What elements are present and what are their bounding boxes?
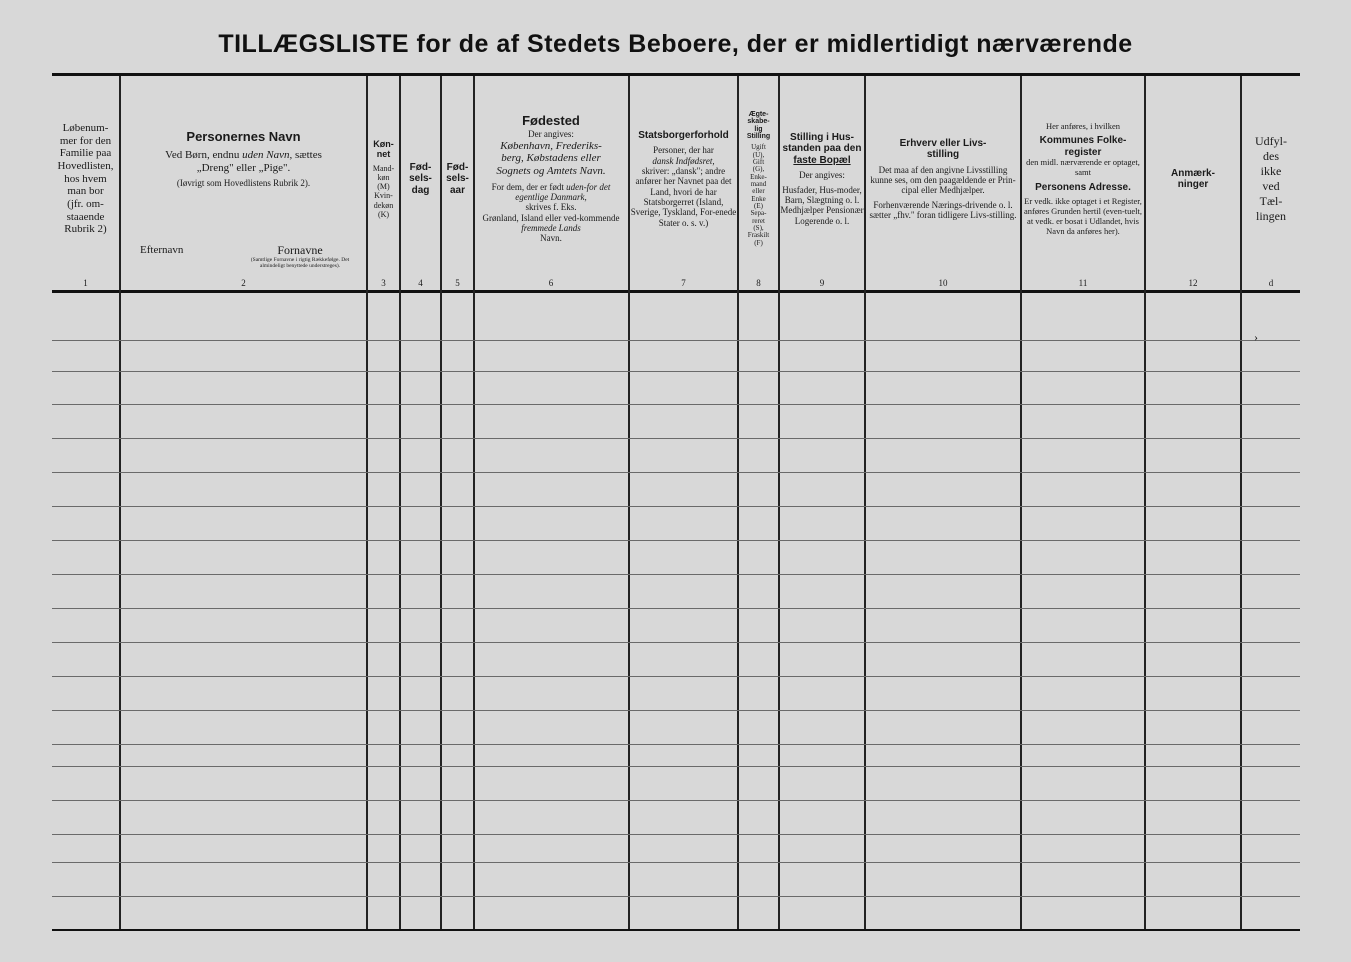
header-text: hos hvem	[64, 172, 107, 185]
header-text: Personer, der har	[653, 145, 714, 156]
header-sub: Der angives:	[528, 129, 574, 140]
header-text: eller	[752, 187, 765, 196]
column-divider	[473, 76, 475, 929]
header-col-1	[52, 80, 119, 278]
header-text-part: uden-for det egentlige Danmark,	[515, 181, 611, 202]
row-line	[52, 710, 1300, 711]
header-text: (U),	[752, 150, 765, 159]
header-heading: Personens Adresse.	[1035, 181, 1131, 193]
stray-pen-mark: ›	[1254, 330, 1258, 344]
header-text: Sepa-	[750, 209, 767, 218]
column-number: 4	[418, 278, 423, 288]
column-number: 10	[938, 278, 948, 288]
header-text: køn	[377, 172, 390, 182]
firstnames-note: (Samtlige Fornavne i rigtig Rækkefølge. Det almindeligt benyttede understreges).	[250, 257, 350, 269]
header-text: (K)	[377, 209, 390, 219]
row-line	[52, 642, 1300, 643]
header-text: lingen	[1256, 209, 1286, 223]
row-line	[52, 744, 1300, 745]
header-text	[165, 149, 322, 162]
header-text: (E)	[754, 202, 763, 211]
header-text-part: fremmede Lands	[521, 222, 581, 233]
header-text: Husfader, Hus-moder, Barn, Slægtning o. l. Medhjælper Pensionær Logerende o. l.	[780, 184, 864, 226]
header-heading: faste Bopæl	[793, 154, 851, 166]
header-text: Rubrik 2)	[64, 223, 107, 236]
column-number: 1	[83, 278, 88, 288]
header-text: Enke	[751, 194, 766, 203]
header-col-5	[442, 80, 473, 278]
header-text: (M)	[377, 182, 390, 192]
header-text: mand	[750, 180, 767, 188]
header-top-rule	[52, 73, 1300, 76]
header-col-12	[1146, 80, 1240, 278]
header-text: Enke-	[750, 172, 767, 181]
header-text: (G),	[752, 165, 765, 174]
header-text: ved	[1262, 179, 1280, 193]
header-heading: Fødested	[522, 113, 580, 129]
header-text: Udfyl-	[1255, 134, 1287, 148]
column-number: 2	[241, 278, 246, 288]
header-text: Mand-	[372, 163, 395, 173]
header-text: København, Frederiks-	[500, 139, 602, 152]
header-text: Fraskilt	[747, 231, 770, 240]
column-number: 7	[681, 278, 686, 288]
header-text	[476, 213, 626, 234]
header-text: des	[1263, 149, 1279, 163]
row-line	[52, 574, 1300, 575]
header-text: „Dreng" eller „Pige".	[196, 161, 291, 174]
column-number: 6	[548, 278, 554, 288]
header-col-10	[868, 80, 1018, 278]
header-text: Hovedlisten,	[57, 160, 114, 173]
header-text-part: Grønland, Island eller ved-kommende	[482, 212, 620, 223]
surname-subheading: Efternavn	[140, 244, 184, 256]
header-text: Løbenum-	[62, 122, 109, 135]
header-col-4	[401, 80, 440, 278]
column-number: 5	[455, 278, 460, 288]
header-heading: Ægte-skabe-lig Stilling	[746, 110, 771, 140]
header-text: Ugift	[751, 143, 766, 152]
row-line	[52, 862, 1300, 863]
header-text	[476, 182, 626, 203]
header-text: dekøn	[373, 200, 394, 210]
row-line	[52, 608, 1300, 609]
header-text: berg, Købstadens eller	[501, 152, 601, 165]
header-col-3	[368, 80, 399, 278]
header-text: mer for den	[59, 134, 112, 147]
header-text: ikke	[1260, 164, 1282, 178]
row-line	[52, 766, 1300, 767]
column-number: 3	[381, 278, 386, 288]
header-text: skriver: „dansk"; andre anfører her Navnet paa det Land, hvori de har Statsborgerret (Island, Sverige, Tyskland, For-enede Stater o. s. v.)	[630, 166, 737, 228]
header-text: Er vedk. ikke optaget i et Register, anføres Grunden hertil (even-tuelt, at vedk. er bosat i Udlandet, hvis Navn da anføres her).	[1024, 196, 1142, 236]
header-sub: Der angives:	[799, 170, 845, 181]
row-line	[52, 404, 1300, 405]
header-bottom-rule	[52, 290, 1300, 293]
row-line	[52, 834, 1300, 835]
header-text: Kvin-	[374, 191, 393, 201]
header-text: Sognets og Amtets Navn.	[496, 164, 606, 177]
header-text: Forhenværende Nærings-drivende o. l. sætter „fhv." foran tidligere Livs-stilling.	[869, 199, 1017, 221]
column-divider	[1020, 76, 1022, 929]
row-line	[52, 472, 1300, 473]
header-text: Gift	[752, 157, 765, 166]
header-note: (Iøvrigt som Hovedlistens Rubrik 2).	[176, 178, 311, 189]
header-heading: Anmærk-ninger	[1171, 167, 1215, 190]
header-text: dansk Indfødsret,	[652, 155, 715, 166]
header-text: reret	[752, 216, 765, 225]
row-line	[52, 800, 1300, 801]
header-col-8	[739, 80, 778, 278]
firstnames-label: Fornavne	[277, 243, 323, 257]
header-col-d	[1242, 80, 1300, 278]
header-heading: Fød-sels-aar	[446, 161, 469, 196]
column-number: 8	[756, 278, 761, 288]
header-heading: Køn-net	[373, 139, 394, 160]
column-number: 9	[819, 278, 825, 288]
row-line	[52, 896, 1300, 897]
header-text: man bor	[67, 185, 104, 198]
header-heading: Fød-sels-dag	[409, 161, 432, 196]
header-text-part: Ved Børn, endnu	[165, 148, 240, 161]
header-text: staaende	[66, 210, 105, 223]
header-heading: Kommunes Folke-register	[1039, 135, 1127, 158]
header-heading: Statsborgerforhold	[638, 129, 729, 141]
header-text: Det maa af den angivne Livsstilling kunne ses, om den paagældende er Prin-cipal eller Medhjælper.	[870, 164, 1016, 196]
header-text-part: For dem, der er født	[491, 181, 564, 192]
firstnames-subheading	[250, 243, 350, 270]
table-bottom-rule	[52, 929, 1300, 931]
header-heading: Personernes Navn	[186, 129, 301, 144]
header-text: skrives f. Eks.	[525, 202, 577, 213]
column-number: 11	[1078, 278, 1088, 288]
header-text: (S),	[753, 224, 764, 233]
header-heading: Stilling i Hus-standen paa den	[782, 131, 862, 155]
header-text: (F)	[754, 238, 763, 247]
header-col-7	[630, 80, 737, 278]
header-col-9	[780, 80, 864, 278]
header-text: Tæl-	[1259, 194, 1283, 208]
column-number: d	[1268, 278, 1274, 288]
header-heading: Erhverv eller Livs-stilling	[899, 137, 987, 161]
row-line	[52, 506, 1300, 507]
form-title: TILLÆGSLISTE for de af Stedets Beboere, der er midlertidigt nærværende	[218, 30, 1133, 58]
header-text: Familie paa	[59, 147, 112, 160]
row-line	[52, 371, 1300, 372]
header-text: Navn.	[540, 233, 562, 244]
header-text: den midl. nærværende er optaget, samt	[1026, 157, 1140, 178]
header-text-part: uden Navn,	[242, 148, 293, 161]
row-line	[52, 676, 1300, 677]
row-line	[52, 438, 1300, 439]
header-col-6	[476, 80, 626, 278]
column-divider	[864, 76, 866, 929]
column-number: 12	[1188, 278, 1198, 288]
row-line	[52, 540, 1300, 541]
header-text-part: sættes	[294, 148, 322, 161]
header-text: Her anføres, i hvilken	[1045, 120, 1121, 131]
header-text: (jfr. om-	[67, 197, 104, 210]
row-line	[52, 340, 1300, 341]
header-col-11	[1024, 80, 1142, 278]
